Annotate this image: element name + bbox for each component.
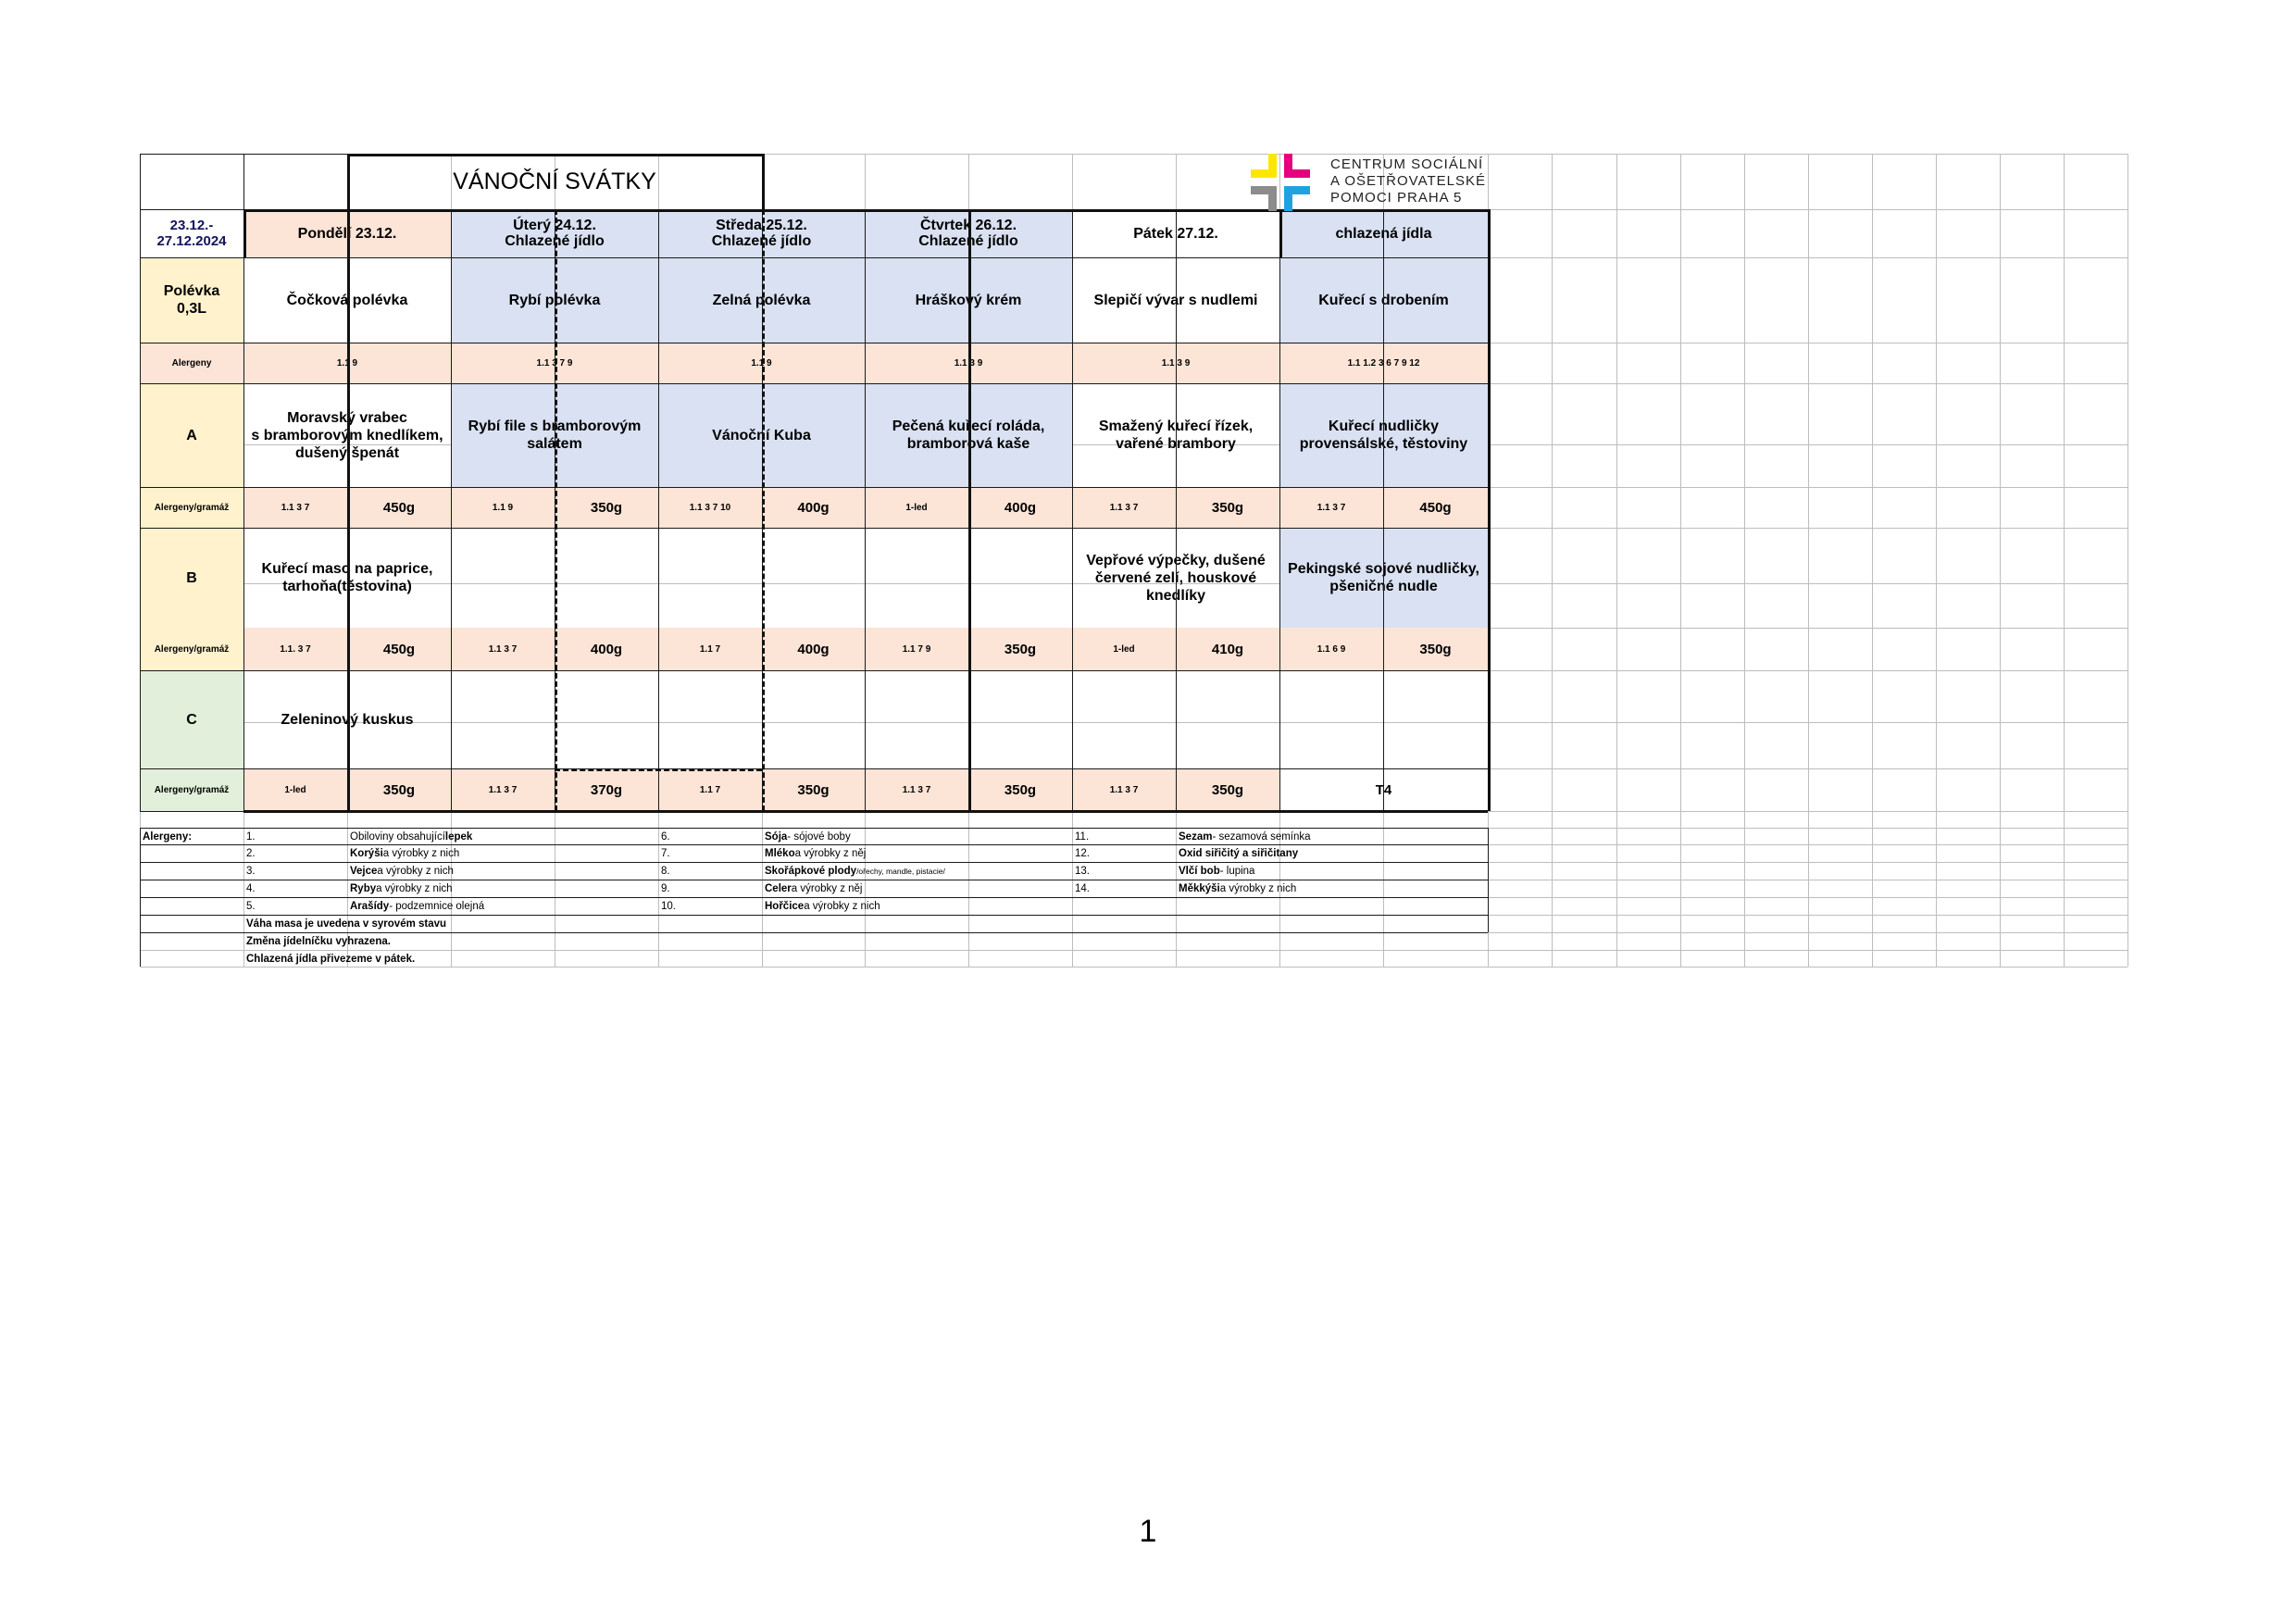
date-range — [140, 209, 243, 257]
legend-entry — [347, 844, 662, 862]
legend-number — [658, 862, 760, 880]
weight-text: 450g — [1419, 499, 1452, 516]
weight-text: 400g — [797, 641, 830, 657]
legend-note-part: Váha masa je uvedena v syrovém stavu — [246, 918, 447, 930]
legend-number-part: 8. — [661, 865, 670, 877]
menu-a-label — [140, 383, 243, 487]
grid-line — [140, 828, 141, 967]
legend-entry-part: a výrobky z něj — [794, 847, 867, 859]
date-range-text: 23.12.- 27.12.2024 — [156, 218, 227, 249]
day-header-text: chlazená jídla — [1335, 225, 1432, 242]
legend-number — [658, 828, 760, 845]
allergen-codes-text: 1.1 3 7 — [1109, 784, 1139, 795]
weight — [555, 628, 658, 670]
page-number: 1 — [1139, 1514, 1157, 1549]
grid-line — [140, 487, 1488, 488]
grid-line — [243, 209, 246, 257]
allergen-codes-text: 1.1 3 7 — [281, 502, 310, 513]
weight-text: 350g — [1004, 781, 1037, 798]
grid-line — [140, 154, 141, 811]
grid-line — [243, 810, 1488, 813]
legend-entry — [347, 897, 662, 915]
legend-number-part: 9. — [661, 882, 670, 894]
logo-line-1: CENTRUM SOCIÁLNÍ — [1330, 156, 1484, 172]
day-header-text: Čtvrtek 26.12. Chlazené jídlo — [918, 218, 1018, 249]
grid-line — [1808, 154, 1809, 967]
legend-number — [1072, 828, 1174, 845]
legend-entry — [347, 828, 662, 845]
allergen-codes-text: 1.1 3 7 — [488, 784, 518, 795]
allergen-weight-label-text: Alergeny/gramáž — [154, 784, 230, 795]
legend-number — [658, 844, 760, 862]
legend-number — [243, 897, 345, 915]
grid-line — [140, 768, 1488, 769]
allergen-codes — [243, 768, 347, 811]
allergen-codes — [1072, 487, 1176, 528]
legend-entry-part: - sójové boby — [787, 830, 851, 843]
soup-allergen-label — [140, 343, 243, 383]
day-header-text: Pátek 27.12. — [1133, 225, 1218, 242]
allergen-codes — [1072, 768, 1176, 811]
allergen-codes-text: 1.1 6 9 — [1316, 643, 1346, 655]
allergen-codes — [658, 628, 762, 670]
weight-text: 350g — [797, 781, 830, 798]
soup-allergens-text: 1.1 3 9 — [1161, 357, 1191, 368]
weight — [1176, 628, 1279, 670]
legend-entry-part: Oxid siřičitý a siřičitany — [1179, 847, 1299, 859]
allergen-codes — [865, 768, 968, 811]
legend-number-part: 10. — [661, 900, 676, 912]
legend-number — [243, 862, 345, 880]
menu-c-code-text: T4 — [1375, 781, 1392, 798]
grid-line — [658, 209, 659, 811]
legend-number-part: 12. — [1075, 847, 1090, 859]
weight — [555, 487, 658, 528]
allergen-codes — [658, 768, 762, 811]
weight-text: 350g — [382, 781, 416, 798]
soup-item-text: Zelná polévka — [712, 292, 811, 308]
legend-note — [243, 915, 614, 932]
menu-c-label — [140, 670, 243, 768]
soup-item-text: Kuřecí s drobením — [1318, 292, 1449, 308]
weight-text: 400g — [797, 499, 830, 516]
legend-number-part: 1. — [246, 830, 256, 843]
legend-number — [243, 828, 345, 845]
soup-item-text: Čočková polévka — [286, 292, 408, 308]
weight-text: 450g — [382, 499, 416, 516]
day-header-text: Středa 25.12. Chlazené jídlo — [711, 218, 812, 249]
grid-line — [1488, 209, 1491, 811]
legend-entry-part: Arašídy — [350, 900, 390, 912]
legend-note-part: Chlazená jídla přivezeme v pátek. — [246, 953, 416, 965]
soup-allergens-text: 1.1 3 7 9 — [536, 357, 573, 368]
grid-line — [1936, 154, 1937, 967]
soup-allergens-text: 1.1 3 9 — [954, 357, 983, 368]
allergen-weight-label-text: Alergeny/gramáž — [154, 502, 230, 513]
allergen-codes — [1279, 487, 1383, 528]
allergen-codes-text: 1.1 7 — [699, 784, 721, 795]
legend-number — [243, 844, 345, 862]
legend-entry-part: a výrobky z nich — [377, 865, 454, 877]
menu-a-label-text: A — [186, 427, 197, 443]
grid-line — [1680, 154, 1681, 967]
allergen-codes — [1279, 628, 1383, 670]
soup-item-text: Slepičí vývar s nudlemi — [1093, 292, 1258, 308]
legend-entry-part: - sezamová semínka — [1212, 830, 1311, 843]
legend-entry — [1176, 862, 1491, 880]
legend-entry — [347, 880, 662, 897]
legend-entry — [762, 862, 1077, 880]
legend-entry-part: /ořechy, mandle, pistacie/ — [856, 866, 945, 876]
weight-text: 350g — [1211, 781, 1244, 798]
allergen-codes-text: 1.1 7 — [699, 643, 721, 655]
grid-line — [1552, 154, 1553, 967]
allergen-codes-text: 1-led — [1113, 643, 1135, 655]
grid-line — [2064, 154, 2065, 967]
weight — [762, 768, 865, 811]
soup-item-text: Rybí polévka — [508, 292, 601, 308]
soup-allergens-text: 1.1 9 — [336, 357, 358, 368]
menu-title — [347, 154, 762, 209]
weight-text: 400g — [1004, 499, 1037, 516]
allergen-codes-text: 1.1. 3 7 — [280, 643, 311, 655]
legend-entry-part: - lupina — [1219, 865, 1255, 877]
legend-entry-part: Vejce — [350, 865, 378, 877]
allergen-codes-text: 1.1 3 7 10 — [689, 502, 731, 513]
legend-number — [658, 880, 760, 897]
legend-note — [243, 932, 614, 950]
legend-entry-part: Sója — [765, 830, 788, 843]
grid-line — [1616, 154, 1617, 967]
allergen-codes — [243, 628, 347, 670]
weight — [968, 628, 1072, 670]
legend-entry-part: - podzemnice olejná — [389, 900, 485, 912]
allergen-codes — [451, 628, 555, 670]
menu-item-text: Kuřecí nudličky provensálské, těstoviny — [1299, 418, 1468, 452]
legend-entry-part: a výrobky z nich — [382, 847, 460, 859]
grid-line — [762, 154, 765, 209]
grid-line — [968, 209, 971, 811]
grid-line — [140, 383, 1488, 384]
menu-item-text: Pečená kuřecí roláda, bramborová kaše — [892, 418, 1045, 452]
company-logo — [1247, 154, 1488, 211]
allergen-weight-label — [140, 768, 243, 811]
soup-allergen-label-text: Alergeny — [171, 357, 212, 368]
grid-line — [451, 209, 452, 811]
legend-entry-part: Vlčí bob — [1179, 865, 1220, 877]
legend-number — [658, 897, 760, 915]
grid-line — [140, 528, 1488, 529]
menu-b-label — [140, 528, 243, 628]
legend-title-part: Alergeny: — [143, 830, 193, 843]
legend-entry — [1176, 844, 1491, 862]
logo-line-2: A OŠETŘOVATELSKÉ — [1330, 173, 1486, 189]
allergen-codes-text: 1.1 7 9 — [902, 643, 931, 655]
legend-number — [1072, 880, 1174, 897]
legend-entry-part: Mléko — [765, 847, 795, 859]
menu-b-label-text: B — [186, 569, 197, 586]
allergen-codes — [658, 487, 762, 528]
weight — [968, 487, 1072, 528]
menu-c-label-text: C — [186, 711, 197, 728]
weight — [968, 768, 1072, 811]
allergen-codes-text: 1.1 9 — [492, 502, 514, 513]
allergen-codes — [865, 628, 968, 670]
legend-entry-part: Korýši — [350, 847, 383, 859]
weight — [1176, 768, 1279, 811]
allergen-codes-text: 1.1 3 7 — [1109, 502, 1139, 513]
legend-entry — [1176, 880, 1491, 897]
grid-line — [1176, 209, 1177, 811]
weight — [347, 628, 451, 670]
menu-item-text: Kuřecí maso na paprice, tarhoňa(těstovina) — [261, 561, 433, 594]
legend-entry-part: a výrobky z něj — [791, 882, 863, 894]
legend-number-part: 4. — [246, 882, 256, 894]
legend-entry-part: Měkkýši — [1179, 882, 1220, 894]
legend-entry — [762, 897, 1077, 915]
legend-entry-part: a výrobky z nich — [804, 900, 880, 912]
legend-number-part: 2. — [246, 847, 256, 859]
soup-allergens-text: 1.1 9 — [751, 357, 772, 368]
legend-entry-part: Skořápkové plody — [765, 865, 857, 877]
legend-entry — [762, 828, 1077, 845]
allergen-codes-text: 1.1 3 7 — [902, 784, 931, 795]
grid-line — [1072, 209, 1073, 811]
menu-item-text: Vepřové výpečky, dušené červené zelí, houskové knedlíky — [1086, 552, 1266, 604]
weight — [1176, 487, 1279, 528]
allergen-codes — [1072, 628, 1176, 670]
day-header-text: Pondělí 23.12. — [297, 225, 397, 242]
grid-line — [140, 257, 1488, 258]
legend-entry-part: Celer — [765, 882, 792, 894]
legend-entry-part: Hořčice — [765, 900, 805, 912]
grid-line — [1279, 209, 1282, 257]
weight — [555, 768, 658, 811]
menu-item-text: Moravský vrabec s bramborovým knedlíkem, dušený špenát — [251, 409, 443, 461]
grid-line — [555, 209, 557, 811]
legend-note-part: Změna jídelníčku vyhrazena. — [246, 935, 391, 947]
weight-text: 400g — [590, 641, 623, 657]
allergen-codes-text: 1.1 3 7 — [1316, 502, 1346, 513]
menu-title-text: VÁNOČNÍ SVÁTKY — [453, 168, 656, 194]
weight-text: 350g — [1419, 641, 1452, 657]
legend-number-part: 13. — [1075, 865, 1090, 877]
legend-entry — [762, 844, 1077, 862]
legend-number — [1072, 844, 1174, 862]
legend-number-part: 14. — [1075, 882, 1090, 894]
grid-line — [347, 154, 762, 156]
legend-entry-part: Ryby — [350, 882, 377, 894]
legend-entry — [347, 862, 662, 880]
soup-item-text: Hráškový krém — [915, 292, 1022, 308]
weight-text: 350g — [1004, 641, 1037, 657]
legend-title — [140, 828, 242, 845]
allergen-weight-label-text: Alergeny/gramáž — [154, 643, 230, 655]
legend-entry-part: Obiloviny obsahující — [350, 830, 445, 843]
weight — [1383, 628, 1488, 670]
legend-entry-part: a výrobky z nich — [376, 882, 453, 894]
grid-line — [1744, 154, 1745, 967]
soup-label-text: Polévka 0,3L — [163, 283, 220, 317]
menu-item-text: Vánoční Kuba — [712, 427, 811, 443]
cross-logo-icon — [1247, 154, 1321, 211]
day-header-text: Úterý 24.12. Chlazené jídlo — [505, 218, 605, 249]
allergen-codes — [451, 768, 555, 811]
grid-line — [2000, 154, 2001, 967]
weight-text: 450g — [382, 641, 416, 657]
menu-item-text: Zeleninový kuskus — [281, 711, 414, 728]
legend-entry — [1176, 828, 1491, 845]
allergen-codes-text: 1-led — [284, 784, 306, 795]
logo-line-3: POMOCI PRAHA 5 — [1330, 190, 1463, 206]
weight — [1383, 487, 1488, 528]
grid-line — [1383, 209, 1384, 811]
allergen-codes-text: 1.1 3 7 — [488, 643, 518, 655]
legend-entry — [762, 880, 1077, 897]
allergen-codes-text: 1-led — [905, 502, 928, 513]
soup-allergens-text: 1.1 1.2 3 6 7 9 12 — [1347, 357, 1420, 368]
weight — [762, 487, 865, 528]
grid-line — [347, 154, 350, 811]
legend-number — [243, 880, 345, 897]
legend-number-part: 11. — [1075, 830, 1090, 843]
legend-entry-part: Sezam — [1179, 830, 1213, 843]
grid-line — [140, 670, 1488, 671]
legend-number — [1072, 862, 1174, 880]
legend-entry-part: a výrobky z nich — [1219, 882, 1297, 894]
allergen-codes — [865, 487, 968, 528]
weight — [347, 487, 451, 528]
allergen-weight-label — [140, 628, 243, 670]
soup-label — [140, 257, 243, 343]
menu-item-text: Pekingské sojové nudličky, pšeničné nudle — [1288, 561, 1479, 594]
weight-text: 370g — [590, 781, 623, 798]
allergen-codes — [451, 487, 555, 528]
weight-text: 350g — [590, 499, 623, 516]
weight — [347, 768, 451, 811]
allergen-codes — [243, 487, 347, 528]
grid-line — [555, 768, 762, 771]
legend-entry-part: lepek — [444, 830, 473, 843]
weight-text: 410g — [1211, 641, 1244, 657]
legend-number-part: 3. — [246, 865, 256, 877]
allergen-weight-label — [140, 487, 243, 528]
weight — [762, 628, 865, 670]
legend-note — [243, 950, 614, 968]
grid-line — [1279, 209, 1280, 811]
legend-number-part: 7. — [661, 847, 670, 859]
grid-line — [762, 209, 765, 811]
menu-item-text: Smažený kuřecí řízek, vařené brambory — [1098, 418, 1254, 452]
grid-line — [865, 209, 866, 811]
menu-item-text: Rybí file s bramborovým salátem — [468, 418, 642, 452]
grid-line — [1872, 154, 1873, 967]
weight-text: 350g — [1211, 499, 1244, 516]
legend-number-part: 5. — [246, 900, 256, 912]
legend-number-part: 6. — [661, 830, 670, 843]
